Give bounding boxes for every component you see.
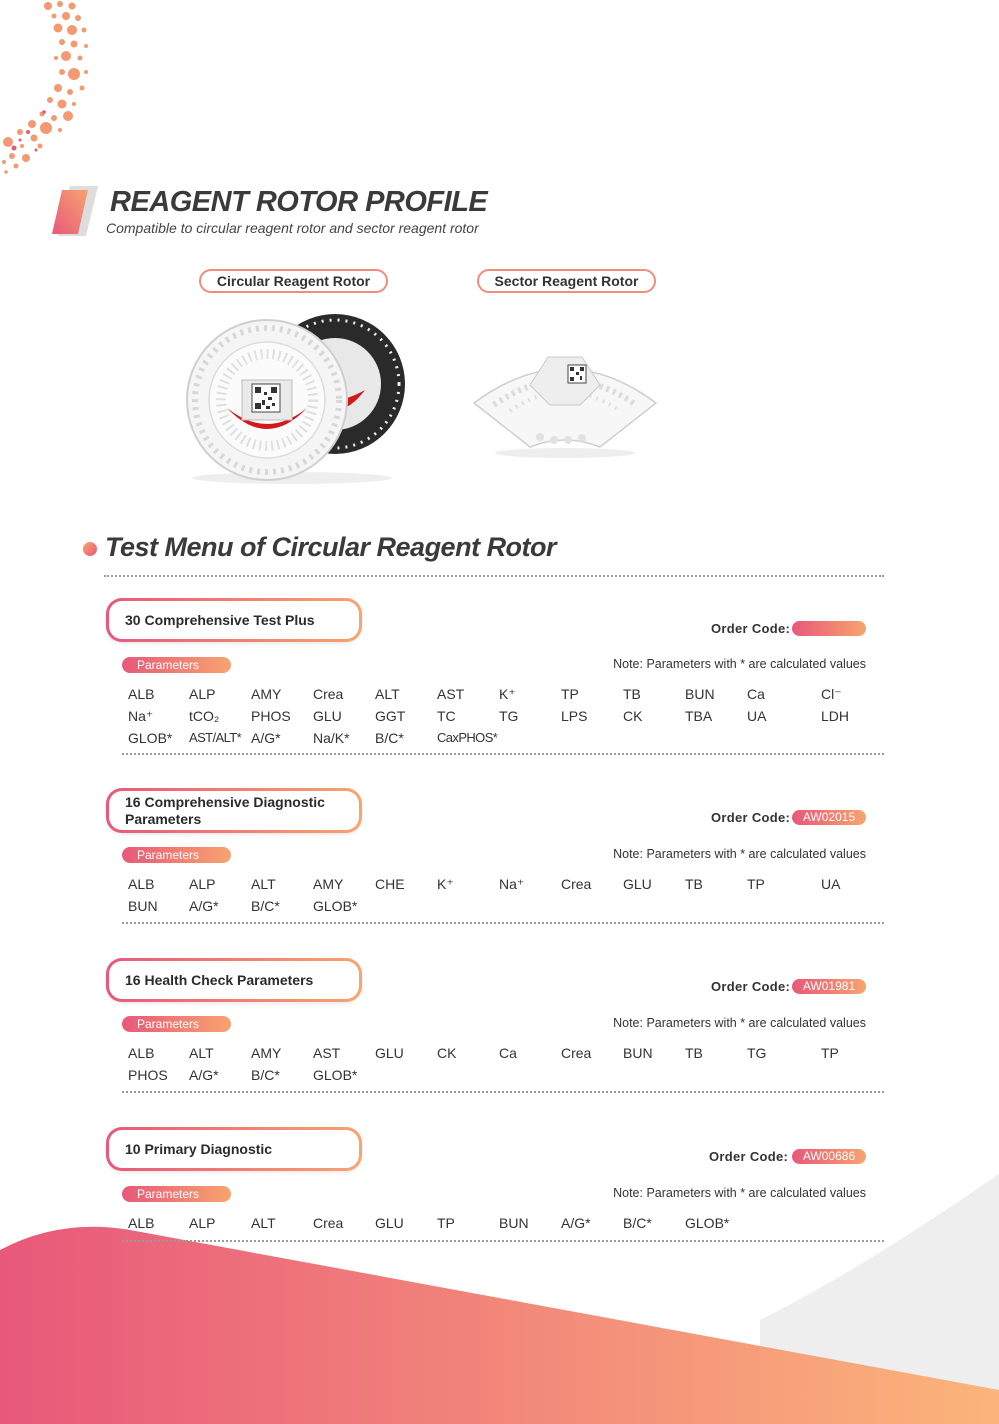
parameter-item: ALB bbox=[128, 876, 155, 892]
parameter-item: CHE bbox=[375, 876, 405, 892]
parameter-item: UA bbox=[821, 876, 841, 892]
order-code-label: Order Code: bbox=[711, 621, 791, 636]
parameter-item: A/G* bbox=[561, 1215, 591, 1231]
parameter-item: GGT bbox=[375, 708, 406, 724]
parameter-item: CK bbox=[437, 1045, 457, 1061]
panel-title-10-primary-diagnostic: 10 Primary Diagnostic bbox=[106, 1127, 362, 1171]
parameter-item: Na/K* bbox=[313, 730, 350, 746]
parameter-item: A/G* bbox=[251, 730, 281, 746]
panel-divider bbox=[122, 753, 884, 755]
parameter-item: AMY bbox=[313, 876, 344, 892]
parameter-item: GLOB* bbox=[313, 898, 358, 914]
parameters-badge: Parameters bbox=[122, 1186, 231, 1202]
parameter-item: TP bbox=[821, 1045, 839, 1061]
parameter-item: B/C* bbox=[623, 1215, 652, 1231]
parameter-item: B/C* bbox=[251, 898, 280, 914]
parameter-item: AST bbox=[313, 1045, 341, 1061]
parameter-item: ALT bbox=[375, 686, 400, 702]
parameter-item: ALT bbox=[251, 876, 276, 892]
parameter-item: TB bbox=[685, 1045, 703, 1061]
parameter-item: tCO₂ bbox=[189, 708, 220, 724]
parameter-item: Na⁺ bbox=[128, 708, 154, 724]
parameter-item: GLOB* bbox=[313, 1067, 358, 1083]
panel-title-30-comprehensive: 30 Comprehensive Test Plus bbox=[106, 598, 362, 642]
parameter-item: GLOB* bbox=[685, 1215, 730, 1231]
parameter-item: Crea bbox=[313, 1215, 344, 1231]
parameter-item: LPS bbox=[561, 708, 588, 724]
parameter-item: AST bbox=[437, 686, 465, 702]
parameter-item: B/C* bbox=[251, 1067, 280, 1083]
parameter-item: AMY bbox=[251, 686, 282, 702]
panel-title-16-comprehensive-diagnostic: 16 Comprehensive Diagnostic Parameters bbox=[106, 788, 362, 833]
panel-title-16-health-check: 16 Health Check Parameters bbox=[106, 958, 362, 1002]
sector-rotor-label: Sector Reagent Rotor bbox=[477, 269, 656, 293]
parameter-item: ALP bbox=[189, 1215, 216, 1231]
parameter-item: Ca bbox=[499, 1045, 517, 1061]
calculated-values-note: Note: Parameters with * are calculated values bbox=[613, 847, 866, 861]
order-code-badge: AW01981 bbox=[792, 979, 866, 994]
parameters-badge: Parameters bbox=[122, 1016, 231, 1032]
parameter-item: ALB bbox=[128, 1215, 155, 1231]
parameter-item: ALT bbox=[251, 1215, 276, 1231]
parameter-item: PHOS bbox=[128, 1067, 168, 1083]
parameter-item: BUN bbox=[499, 1215, 529, 1231]
parameter-item: ALP bbox=[189, 686, 216, 702]
section-title: Test Menu of Circular Reagent Rotor bbox=[105, 532, 557, 562]
panel-divider bbox=[122, 1240, 884, 1242]
parameter-item: AST/ALT* bbox=[189, 730, 242, 745]
parameter-item: TG bbox=[747, 1045, 767, 1061]
order-code-badge: AW00686 bbox=[792, 1149, 866, 1164]
parameter-item: Ca bbox=[747, 686, 765, 702]
parameter-item: TB bbox=[623, 686, 641, 702]
section-divider bbox=[104, 575, 884, 577]
parameter-item: TG bbox=[499, 708, 519, 724]
parameter-item: ALP bbox=[189, 876, 216, 892]
parameter-item: A/G* bbox=[189, 1067, 219, 1083]
parameter-item: TC bbox=[437, 708, 456, 724]
parameter-item: CaxPHOS* bbox=[437, 730, 498, 745]
parameter-item: ALB bbox=[128, 686, 155, 702]
parameter-item: K⁺ bbox=[437, 876, 454, 892]
panel-divider bbox=[122, 1091, 884, 1093]
parameters-badge: Parameters bbox=[122, 847, 231, 863]
parameter-item: ALB bbox=[128, 1045, 155, 1061]
parameter-item: LDH bbox=[821, 708, 850, 724]
circular-rotor-image bbox=[172, 300, 412, 485]
parameter-item: GLU bbox=[623, 876, 652, 892]
panel-divider bbox=[122, 922, 884, 924]
parameter-item: GLOB* bbox=[128, 730, 173, 746]
parameter-item: K⁺ bbox=[499, 686, 516, 702]
parameter-item: TP bbox=[561, 686, 579, 702]
order-code-label: Order Code: bbox=[709, 1149, 789, 1164]
parameter-item: B/C* bbox=[375, 730, 404, 746]
parameter-item: Crea bbox=[561, 876, 592, 892]
parameter-item: GLU bbox=[313, 708, 342, 724]
parameter-item: UA bbox=[747, 708, 767, 724]
parameter-item: A/G* bbox=[189, 898, 219, 914]
parameter-item: BUN bbox=[623, 1045, 653, 1061]
order-code-label: Order Code: bbox=[711, 979, 791, 994]
parameter-item: AMY bbox=[251, 1045, 282, 1061]
calculated-values-note: Note: Parameters with * are calculated values bbox=[613, 1186, 866, 1200]
page-subtitle: Compatible to circular reagent rotor and sector reagent rotor bbox=[106, 220, 479, 236]
parameter-item: BUN bbox=[128, 898, 158, 914]
header-logo-icon bbox=[52, 186, 98, 236]
parameter-item: ALT bbox=[189, 1045, 214, 1061]
parameter-item: GLU bbox=[375, 1215, 404, 1231]
decorative-dot-arc bbox=[0, 0, 110, 180]
parameter-item: Na⁺ bbox=[499, 876, 525, 892]
calculated-values-note: Note: Parameters with * are calculated values bbox=[613, 657, 866, 671]
parameter-item: Crea bbox=[313, 686, 344, 702]
parameter-item: TP bbox=[747, 876, 765, 892]
page-title: REAGENT ROTOR PROFILE bbox=[110, 186, 488, 218]
order-code-label: Order Code: bbox=[711, 810, 791, 825]
circular-rotor-label: Circular Reagent Rotor bbox=[199, 269, 388, 293]
parameter-item: TBA bbox=[685, 708, 713, 724]
order-code-badge bbox=[792, 621, 866, 636]
parameter-item: TP bbox=[437, 1215, 455, 1231]
parameter-item: TB bbox=[685, 876, 703, 892]
parameter-item: CK bbox=[623, 708, 643, 724]
parameters-badge: Parameters bbox=[122, 657, 231, 673]
parameter-item: BUN bbox=[685, 686, 715, 702]
section-bullet-icon bbox=[83, 542, 97, 556]
order-code-badge: AW02015 bbox=[792, 810, 866, 825]
sector-rotor-image bbox=[470, 345, 660, 460]
parameter-item: PHOS bbox=[251, 708, 291, 724]
parameter-item: Cl⁻ bbox=[821, 686, 842, 702]
parameter-item: Crea bbox=[561, 1045, 592, 1061]
calculated-values-note: Note: Parameters with * are calculated values bbox=[613, 1016, 866, 1030]
parameter-item: GLU bbox=[375, 1045, 404, 1061]
